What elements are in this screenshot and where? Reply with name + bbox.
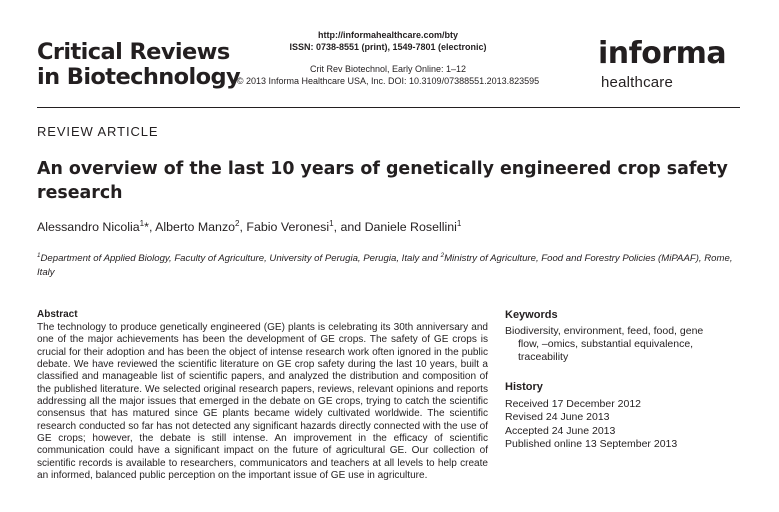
history-heading: History (505, 381, 543, 393)
abstract-heading: Abstract (37, 309, 78, 320)
author-name[interactable]: Alessandro Nicolia (37, 220, 140, 234)
history-item: Revised 24 June 2013 (505, 411, 610, 424)
publisher-logo-subtitle: healthcare (601, 74, 674, 91)
affiliation-2: Ministry of Agriculture, Food and Forestry Policies (MiPAAF), Rome, Italy (37, 253, 733, 278)
author-separator: , (148, 220, 156, 234)
author-separator: , and (333, 220, 365, 234)
affiliation-1: Department of Applied Biology, Faculty of Agriculture, University of Perugia, Perugia, Italy and (40, 253, 441, 264)
author-list (37, 220, 461, 234)
keywords-line: Biodiversity, environment, feed, food, gene (505, 325, 704, 337)
author-separator: , (239, 220, 247, 234)
abstract-text: The technology to produce genetically engineered (GE) plants is celebrating its 30th anniversary and one of the major achievements has been the development of GE crops. The safety of GE crops is crucial for their adoption and has been the object of intense research work often ignored in the public debate. We have reviewed the scientific literature on GE crop safety during the last 10 years, built a classified and manageable list of scientific papers, and analyzed the distribution and composition of the published literature. We selected original research papers, reviews, relevant opinions and reports addressing all the major issues that emerged in the debate on GE crops, trying to catch the scientific consensus that has matured since GE plants became widely cultivated worldwide. The scientific research conducted so far has not detected any significant hazards directly connected with the use of GE crops; however, the debate is still intense. An improvement in the efficacy of scientific communication could have a significant impact on the future of agricultural GE. Our collection of scientific records is available to researchers, communicators and teachers at all levels to help create an informed, balanced public perception on the important issue of GE use in agriculture. (37, 322, 488, 482)
history-item: Published online 13 September 2013 (505, 437, 678, 450)
affiliation-sup: 2 (440, 251, 445, 259)
history-item: Accepted 24 June 2013 (505, 424, 616, 437)
author-affiliation-sup: 1 (139, 218, 145, 228)
author-affiliation-sup: 1 (456, 218, 462, 228)
publisher-logo: informa (598, 36, 727, 71)
author-affiliation-sup: 1 (329, 218, 334, 228)
journal-url[interactable]: http://informahealthcare.com/bty (317, 30, 459, 40)
author-name[interactable]: Alberto Manzo (155, 220, 236, 234)
article-type: REVIEW ARTICLE (37, 124, 159, 139)
journal-logo (37, 40, 240, 90)
header-divider (37, 107, 740, 108)
author-name[interactable]: Fabio Veronesi (246, 220, 330, 234)
article-title: An overview of the last 10 years of genetically engineered crop safety research (37, 159, 728, 203)
copyright-doi: © 2013 Informa Healthcare USA, Inc. DOI: 10.3109/07388551.2013.823595 (236, 75, 540, 86)
journal-name-line2: in Biotechnology (37, 64, 241, 90)
citation: Crit Rev Biotechnol, Early Online: 1–12 (309, 64, 467, 74)
affiliations (37, 252, 737, 280)
author-affiliation-sup: 2 (235, 218, 240, 228)
issn: ISSN: 0738-8551 (print), 1549-7801 (electronic) (289, 41, 487, 52)
keywords-line: traceability (518, 351, 569, 363)
keywords-heading: Keywords (505, 309, 558, 321)
publication-info (228, 30, 548, 87)
corresponding-author-mark: * (144, 220, 149, 234)
keywords-line: flow, –omics, substantial equivalence, (518, 338, 694, 350)
affiliation-sup: 1 (37, 251, 41, 259)
history-item: Received 17 December 2012 (505, 398, 641, 410)
keywords-list (505, 325, 730, 364)
journal-name-line1: Critical Reviews (37, 39, 230, 65)
history-list (505, 398, 677, 451)
author-name[interactable]: Daniele Rosellini (364, 220, 457, 234)
